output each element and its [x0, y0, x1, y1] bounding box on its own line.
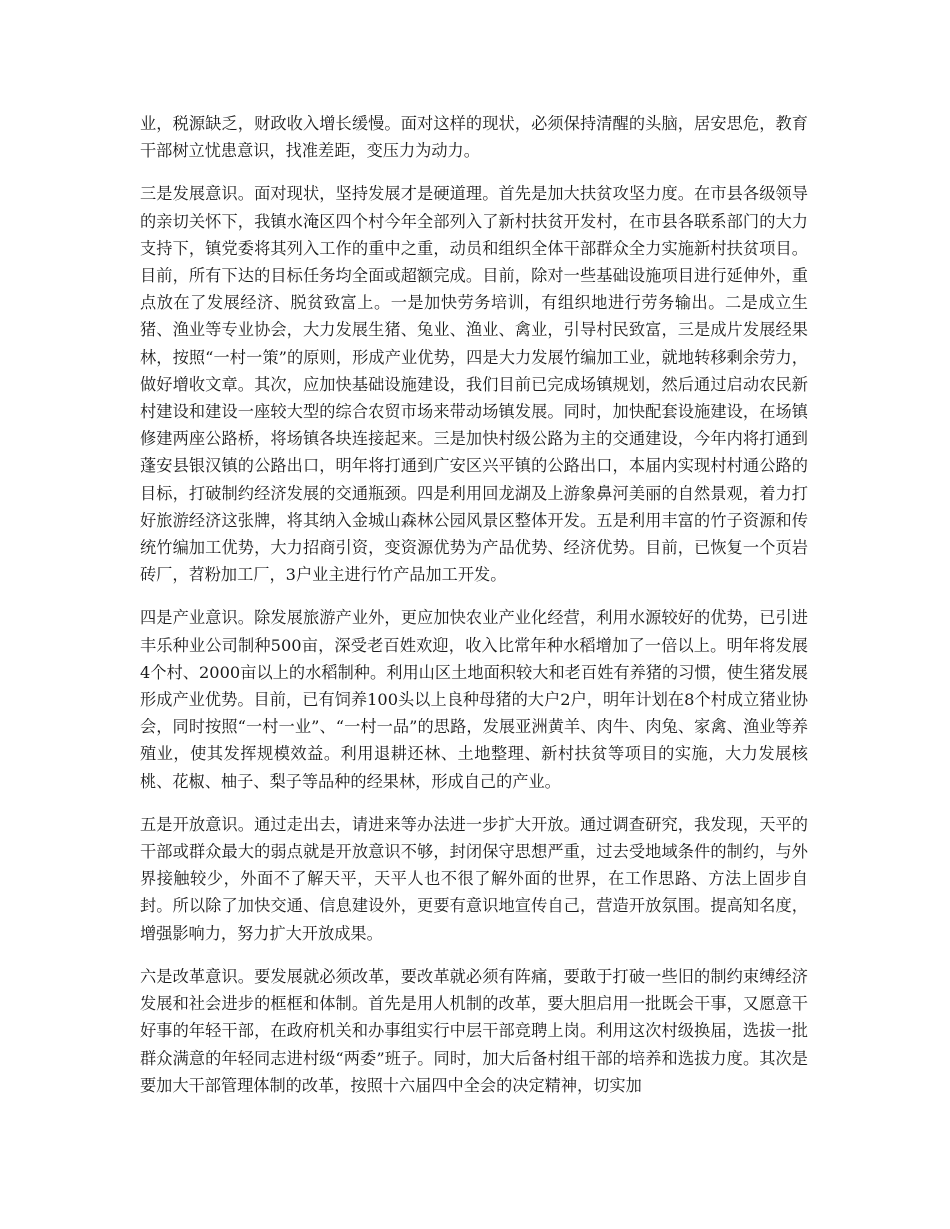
paragraph-reform-awareness: 六是改革意识。要发展就必须改革，要改革就必须有阵痛，要敢于打破一些旧的制约束缚经济发展和社会进步的框框和体制。首先是用人机制的改革，要大胆启用一批既会干事，又愿意干好事的年轻干部，在政府机关和办事组实行中层干部竞聘上岗。利用这次村级换届，选拔一批群众满意的年轻同志进村级“两委”班子。同时，加大后备村组干部的培养和选拔力度。其次是要加大干部管理体制的改革，按照十六届四中全会的决定精神，切实加	[140, 966, 808, 1095]
paragraph-openness-awareness: 五是开放意识。通过走出去，请进来等办法进一步扩大开放。通过调查研究，我发现，天平的干部或群众最大的弱点就是开放意识不够，封闭保守思想严重，过去受地域条件的制约，与外界接触较少，外面不了解天平，天平人也不很了解外面的世界，在工作思路、方法上固步自封。所以除了加快交通、信息建设外，更要有意识地宣传自己，营造开放氛围。提高知名度，增强影响力，努力扩大开放成果。	[140, 814, 808, 943]
paragraph-industry-awareness: 四是产业意识。除发展旅游产业外，更应加快农业产业化经营，利用水源较好的优势，已引进丰乐种业公司制种500亩，深受老百姓欢迎，收入比常年种水稻增加了一倍以上。明年将发展4个村、2000亩以上的水稻制种。利用山区土地面积较大和老百姓有养猪的习惯，使生猪发展形成产业优势。目前，已有饲养100头以上良种母猪的大户2户，明年计划在8个村成立猪业协会，同时按照“一村一业”、“一村一品”的思路，发展亚洲黄羊、肉牛、肉兔、家禽、渔业等养殖业，使其发挥规模效益。利用退耕还林、土地整理、新村扶贫等项目的实施，大力发展核桃、花椒、柚子、梨子等品种的经果林，形成自己的产业。	[140, 608, 808, 791]
document-body	[140, 110, 808, 1115]
paragraph-budget-awareness: 业，税源缺乏，财政收入增长缓慢。面对这样的现状，必须保持清醒的头脑，居安思危，教育干部树立忧患意识，找准差距，变压力为动力。	[140, 114, 808, 161]
paragraph-development-awareness: 三是发展意识。面对现状，坚持发展才是硬道理。首先是加大扶贫攻坚力度。在市县各级领导的亲切关怀下，我镇水淹区四个村今年全部列入了新村扶贫开发村，在市县各联系部门的大力支持下，镇党委将其列入工作的重中之重，动员和组织全体干部群众全力实施新村扶贫项目。目前，所有下达的目标任务均全面或超额完成。目前，除对一些基础设施项目进行延伸外，重点放在了发展经济、脱贫致富上。一是加快劳务培训，有组织地进行劳务输出。二是成立生猪、渔业等专业协会，大力发展生猪、兔业、渔业、禽业，引导村民致富，三是成片发展经果林，按照“一村一策”的原则，形成产业优势，四是大力发展竹编加工业，就地转移剩余劳力，做好增收文章。其次，应加快基础设施建设，我们目前已完成场镇规划，然后通过启动农民新村建设和建设一座较大型的综合农贸市场来带动场镇发展。同时，加快配套设施建设，在场镇修建两座公路桥，将场镇各块连接起来。三是加快村级公路为主的交通建设，今年内将打通到蓬安县银汉镇的公路出口，明年将打通到广安区兴平镇的公路出口，本届内实现村村通公路的目标，打破制约经济发展的交通瓶颈。四是利用回龙湖及上游象鼻河美丽的自然景观，着力打好旅游经济这张牌，将其纳入金城山森林公园风景区整体开发。五是利用丰富的竹子资源和传统竹编加工优势，大力招商引资，变资源优势为产品优势、经济优势。目前，已恢复一个页岩砖厂，苕粉加工厂，3户业主进行竹产品加工开发。	[140, 184, 808, 585]
